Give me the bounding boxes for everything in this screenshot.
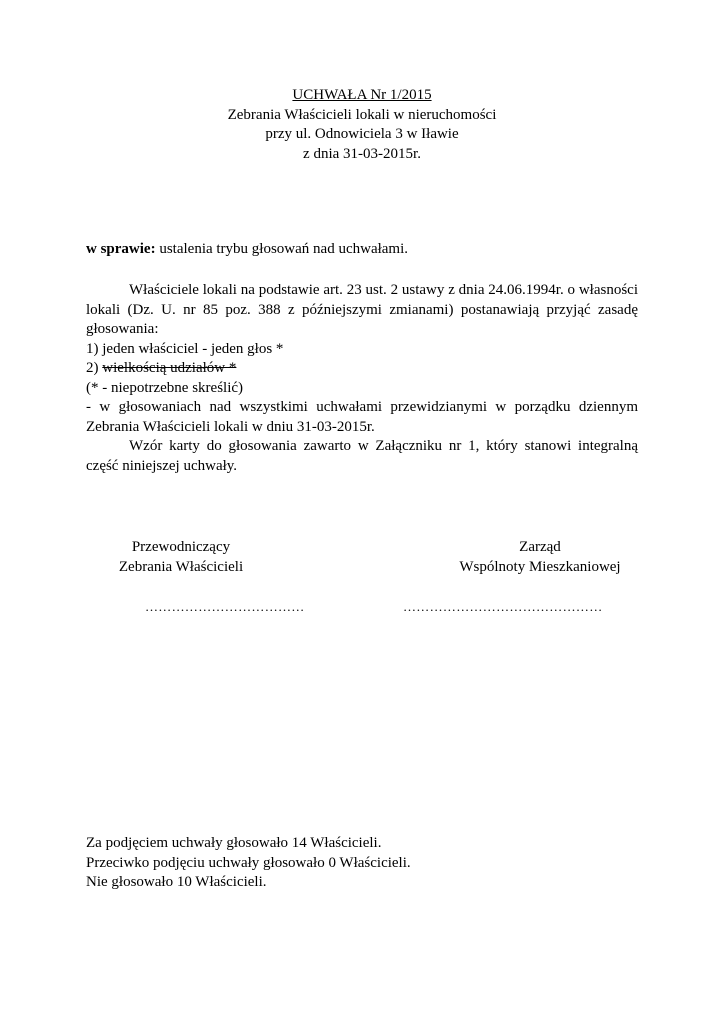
resolution-address: przy ul. Odnowiciela 3 w Iławie	[265, 126, 459, 142]
votes-abstained: Nie głosowało 10 Właścicieli.	[86, 874, 267, 890]
body-paragraph-3: Wzór karty do głosowania zawarto w Załączniku nr 1, który stanowi integralną część niniejszej uchwały.	[86, 438, 638, 474]
signature-chairman	[96, 538, 266, 577]
body-paragraph-2: - w głosowaniach nad wszystkimi uchwałami przewidzianymi w porządku dziennym Zebrania Właścicieli lokali w dniu 31-03-2015r.	[86, 399, 638, 435]
signature-board	[440, 538, 640, 577]
votes-for: Za podjęciem uchwały głosowało 14 Właścicieli.	[86, 835, 382, 851]
subject-label: w sprawie:	[86, 241, 156, 257]
votes-against: Przeciwko podjęciu uchwały głosowało 0 Właścicieli.	[86, 854, 411, 871]
voting-option-1: 1) jeden właściciel - jeden głos *	[86, 340, 284, 357]
voting-option-2-prefix: 2)	[86, 360, 103, 376]
signature-line-left: ………………………………	[145, 599, 305, 614]
resolution-date: z dnia 31-03-2015r.	[303, 145, 421, 162]
footnote: (* - niepotrzebne skreślić)	[86, 379, 244, 396]
signature-chairman-body: Zebrania Właścicieli	[118, 558, 244, 575]
document-header	[0, 86, 724, 164]
signature-chairman-title: Przewodniczący	[131, 539, 231, 555]
resolution-title: UCHWAŁA Nr 1/2015	[292, 87, 432, 103]
signature-board-body: Wspólnoty Mieszkaniowej	[459, 558, 621, 575]
vote-results	[86, 834, 638, 893]
resolution-body	[86, 281, 638, 476]
body-paragraph-1: Właściciele lokali na podstawie art. 23 ust. 2 ustawy z dnia 24.06.1994r. o własności lokali (Dz. U. nr 85 poz. 388 z późniejszymi zmianami) postanawiają przyjąć zasadę głosowania:	[86, 282, 638, 337]
voting-option-2	[86, 359, 638, 379]
voting-option-2-struck: wielkością udziałów *	[102, 360, 237, 376]
subject-line	[86, 240, 638, 260]
signature-line-right: ………………………………………	[403, 599, 603, 614]
signature-board-title: Zarząd	[519, 539, 561, 555]
resolution-assembly: Zebrania Właścicieli lokali w nieruchomości	[227, 106, 497, 123]
subject-text: ustalenia trybu głosowań nad uchwałami.	[155, 241, 409, 257]
